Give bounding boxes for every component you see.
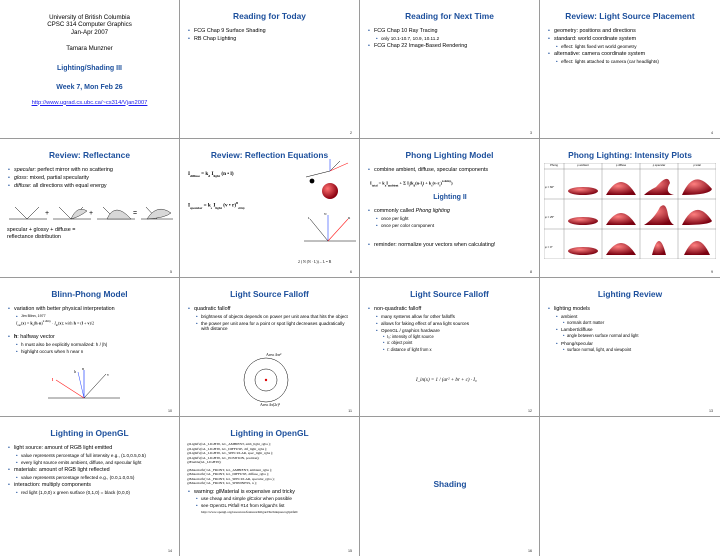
slide-15-shading xyxy=(360,417,540,556)
sub-sub-bullet: • normals don't matter xyxy=(562,321,713,326)
sub-bullet: • highlight occurs when h near n xyxy=(15,349,175,354)
sub-bullet: • value represents percentage of full intensity e.g., (1.0,0.5,0.5) xyxy=(15,453,172,458)
phong-equation: $I_{total} = k_aI_{ambient} + \Sigma$ $I_i(k_d(n\cdot l_i) + k_s(v\cdot r_i)^{n shiny})$ xyxy=(370,179,453,188)
slide-title: Phong Lighting: Intensity Plots xyxy=(568,150,692,160)
slide-title: Phong Lighting Model xyxy=(405,150,494,160)
plot-column-headers: Phong ρ ambient ρ diffuse ρ specular ρ total xyxy=(550,164,701,167)
sub-sub-bullet: • r: distance of light from x xyxy=(382,348,532,353)
bullet: • quadratic falloff xyxy=(187,306,352,312)
bullet: • FCG Chap 10 Ray Tracing xyxy=(367,28,532,34)
sub-bullet: • once per color component xyxy=(375,223,535,228)
caption: specular + glossy + diffuse = reflectance distribution xyxy=(7,227,76,240)
bullet: • diffuse: all directions with equal energy xyxy=(7,183,172,189)
reflectance-diagram xyxy=(7,201,173,223)
page-number: 15 xyxy=(348,549,352,553)
falloff-formula: I_in(x) = 1 / (ar² + br + c) · I₀ xyxy=(416,378,477,383)
slide-title: Lighting Review xyxy=(597,289,663,299)
page-number: 13 xyxy=(709,409,713,413)
slide-title: Light Source Falloff xyxy=(410,289,489,299)
kilgard-link[interactable]: http://www.opengl.org/resources/features/KilgardTechniques/oglpitfall/ xyxy=(201,510,299,515)
slide-12-lighting-review xyxy=(540,278,720,417)
sub-bullet: • red light (1,0,0) x green surface (0,1,0) = black (0,0,0) xyxy=(15,490,172,495)
slide-4-light-placement xyxy=(540,0,720,139)
sub-bullet: • OpenGL / graphics hardware xyxy=(375,328,532,333)
bullet: • alternative: camera coordinate system xyxy=(547,51,713,57)
university: University of British Columbia xyxy=(49,14,130,21)
slide-title: Review: Light Source Placement xyxy=(565,11,695,21)
diffuse-equation: $I_{diffuse} = k_d$ $I_{light}$ (n • l) xyxy=(188,171,234,179)
sub-sub-bullet: • x: object point xyxy=(382,341,532,346)
svg-text:L: L xyxy=(308,216,311,220)
bullet: • light source: amount of RGB light emitted xyxy=(7,445,172,451)
page-number: 9 xyxy=(711,270,713,274)
author: Tamara Munzner xyxy=(66,45,113,53)
slide-1-title xyxy=(0,0,180,139)
bullet: • standard: world coordinate system xyxy=(547,36,713,42)
slide-3-reading-next xyxy=(360,0,540,139)
week: Week 7, Mon Feb 26 xyxy=(56,83,123,91)
slide-13-lighting-opengl xyxy=(0,417,180,556)
svg-text:+: + xyxy=(89,210,94,217)
bullet: • RB Chap Lighting xyxy=(187,36,352,42)
bullet: • specular: perfect mirror with no scattering xyxy=(7,167,172,173)
bullet: • commonly called Phong lighting xyxy=(367,208,535,214)
row-label: φ = 60° xyxy=(545,185,555,189)
bullet: • FCG Chap 9 Surface Shading xyxy=(187,28,352,34)
svg-text:n: n xyxy=(82,366,84,371)
bullet: • h: halfway vector xyxy=(7,334,175,340)
sub-bullet: • use cheap and simple glColor when possible xyxy=(195,496,352,501)
sub-bullet: • only 10.1-10.7, 10.9, 10.11.2 xyxy=(375,36,532,41)
svg-text:=: = xyxy=(133,210,138,217)
row-label: φ = 0° xyxy=(545,245,553,249)
svg-text:v: v xyxy=(107,372,109,377)
slide-5-reflectance xyxy=(0,139,180,278)
falloff-circles-diagram xyxy=(236,350,296,404)
slide-title: Reading for Today xyxy=(233,11,306,21)
sub-bullet: • effect: lights fixed wrt world geometry xyxy=(555,44,713,49)
slide-2-reading-today xyxy=(180,0,360,139)
lighting-ii-label: Lighting II xyxy=(433,194,467,201)
bullet: • gloss: mixed, partial specularity xyxy=(7,175,172,181)
slide-title: Reading for Next Time xyxy=(405,11,494,21)
slide-8-intensity-plots xyxy=(540,139,720,278)
page-number: 4 xyxy=(711,131,713,135)
sub-bullet: • the power per unit area for a point or spot light decreases quadratically with distance xyxy=(195,321,352,332)
bullet: • interaction: multiply components xyxy=(7,482,172,488)
page-number: 6 xyxy=(350,270,352,274)
blinn-phong-equation: $I_{out}(x) = k_s(h\cdot n)^{n shiny} \cdot I_{in}(x)$; with h = (l + v)/2 xyxy=(16,320,95,328)
page-number: 3 xyxy=(530,131,532,135)
slide-title: Shading xyxy=(433,479,467,489)
row-label: φ = 25° xyxy=(545,215,555,219)
slide-7-phong-model xyxy=(360,139,540,278)
bullet: • geometry: positions and directions xyxy=(547,28,713,34)
intensity-plot-grid xyxy=(544,163,716,259)
specular-equation: $I_{specular} = k_s$ $I_{light}$ (v • r)$^n_{shiny}$ xyxy=(188,201,245,210)
sub-bullet: • allows for faking effect of area light sources xyxy=(375,321,532,326)
course-url-link[interactable]: http://www.ugrad.cs.ubc.ca/~cs314/Vjan2007 xyxy=(31,99,148,106)
bullet: • combine ambient, diffuse, specular components xyxy=(367,167,532,173)
sub-bullet: • once per light xyxy=(375,216,535,221)
slide-title: Review: Reflectance xyxy=(49,150,130,160)
reflection-diagram xyxy=(300,157,356,249)
bullet: • lighting models xyxy=(547,306,713,312)
sub-bullet: • every light source emits ambient, diffuse, and specular light xyxy=(15,460,172,465)
sub-bullet: • Jim Blinn, 1977 xyxy=(15,314,172,319)
slide-title: Lighting in OpenGL xyxy=(230,428,309,438)
slide-9-blinn-phong xyxy=(0,278,180,417)
sub-bullet: • value represents percentage reflected e.g., (0.0,1.0,0.5) xyxy=(15,475,172,480)
slide-6-reflection-eqs xyxy=(180,139,360,278)
slide-title: Lighting in OpenGL xyxy=(50,428,129,438)
sub-bullet: • ambient xyxy=(555,314,713,319)
bullet: • FCG Chap 22 Image-Based Rendering xyxy=(367,43,532,49)
svg-text:h: h xyxy=(74,369,76,374)
course: CPSC 314 Computer Graphics xyxy=(47,21,132,29)
svg-text:R: R xyxy=(348,216,351,220)
bullet: • variation with better physical interpretation xyxy=(7,306,172,312)
svg-text:+: + xyxy=(45,210,50,217)
page-number: 10 xyxy=(168,409,172,413)
page-number: 14 xyxy=(168,549,172,553)
sub-bullet: • effect: lights attached to camera (car headlights) xyxy=(555,59,713,64)
bullet: • warning: glMaterial is expensive and tricky xyxy=(187,489,352,495)
page-number: 5 xyxy=(170,270,172,274)
opengl-code-block: glLightfv(GL_LIGHT0, GL_AMBIENT, amb_light_rgba ); glLightfv(GL_LIGHT0, GL_DIFFUSE, dif_light_rgba ); glLightfv(GL_LIGHT0, GL_SPECULAR, spec_light_rgba ); glLightfv(GL_LIGHT0, GL_POSITION, position); glEnable(GL_LIGHT0); glMaterialfv( GL_FRONT, GL_AMBIENT, ambient_rgba ); glMaterialfv( GL_FRONT, GL_DIFFUSE, diffuse_rgba ); glMaterialfv( GL_FRONT, GL_SPECULAR, specular_rgba ); glMaterialfv( GL_FRONT, GL_SHININESS, n ); xyxy=(187,442,275,485)
topic: Lighting/Shading III xyxy=(57,64,122,72)
svg-text:N: N xyxy=(324,212,327,216)
sub-bullet: • h must also be explicitly normalized: h / |h| xyxy=(15,342,175,347)
term: Jan-Apr 2007 xyxy=(70,28,109,36)
slide-title: Light Source Falloff xyxy=(230,289,309,299)
sub-bullet: • Lambert/diffuse xyxy=(555,327,713,332)
sub-bullet: • many systems allow for other falloffs xyxy=(375,314,532,319)
page-number: 16 xyxy=(528,549,532,553)
page-number: 8 xyxy=(530,270,532,274)
slide-10-falloff-quadratic xyxy=(180,278,360,417)
slide-14-lighting-opengl-code xyxy=(180,417,360,556)
reflection-vector-formula: 2 ( N (N · L)) – L = R xyxy=(298,260,332,264)
bullet: • materials: amount of RGB light reflected xyxy=(7,467,172,473)
slide-title: Blinn-Phong Model xyxy=(51,289,128,299)
bullet: • reminder: normalize your vectors when calculating! xyxy=(367,242,535,248)
bullet: • non-quadratic falloff xyxy=(367,306,532,312)
sub-bullet: • see OpenGL Pitfall #14 from Kilgard's list xyxy=(195,503,352,508)
page-number: 12 xyxy=(528,409,532,413)
area-label-outer: Area 4π(2r)² xyxy=(260,402,280,407)
slide-11-falloff-nonquadratic xyxy=(360,278,540,417)
svg-text:l: l xyxy=(52,377,54,382)
sub-sub-bullet: • surface normal, light, and viewpoint xyxy=(562,348,713,353)
sub-bullet: • brightness of objects depends on power per unit area that hits the object xyxy=(195,314,352,319)
sub-bullet: • Phong/specular xyxy=(555,341,713,346)
page-number: 11 xyxy=(348,409,352,413)
page-number: 2 xyxy=(350,131,352,135)
halfway-vector-diagram xyxy=(44,366,124,406)
slide-title: Review: Reflection Equations xyxy=(210,150,329,160)
sub-sub-bullet: • I₀: intensity of light source xyxy=(382,335,532,340)
area-label-inner: Area 4πr² xyxy=(266,352,282,357)
sub-sub-bullet: • angle between surface normal and light xyxy=(562,334,713,339)
